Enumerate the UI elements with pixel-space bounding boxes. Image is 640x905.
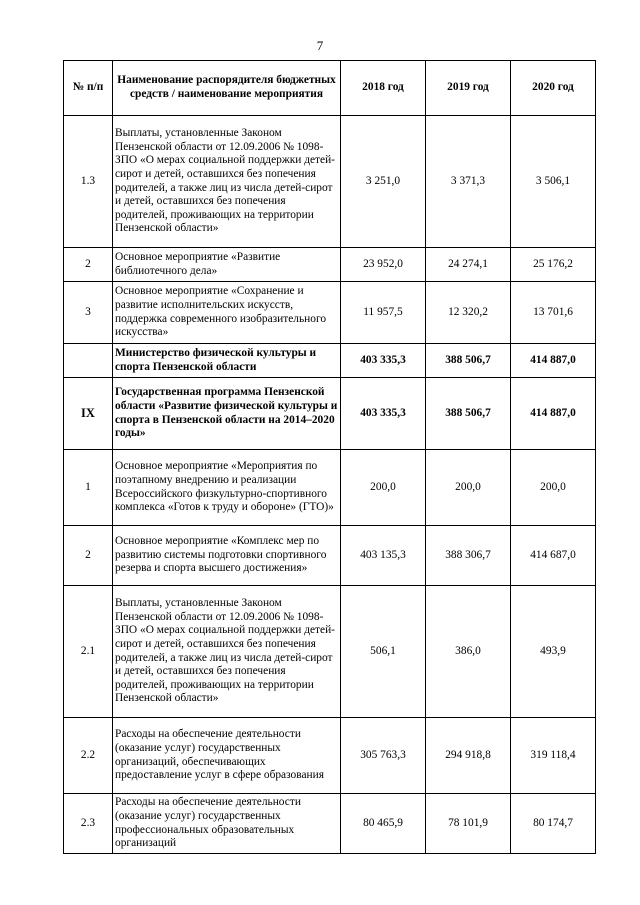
row-2019: 3 371,3 — [426, 116, 511, 248]
row-name: Расходы на обеспечение деятельности (оказание услуг) государственных профессиональных образовательных организаций — [113, 794, 341, 854]
row-num: 1 — [64, 450, 113, 526]
row-2020: 414 687,0 — [511, 526, 596, 586]
row-2020: 493,9 — [511, 586, 596, 718]
row-name: Министерство физической культуры и спорта Пензенской области — [113, 344, 341, 378]
row-name: Выплаты, установленные Законом Пензенской области от 12.09.2006 № 1098-ЗПО «О мерах социальной поддержки детей-сирот и детей, оставшихся без попечения родителей, а также лиц из числа детей-сирот и детей, оставшихся без попечения родителей, проживающих на территории Пензенской области» — [113, 116, 341, 248]
row-name: Основное мероприятие «Комплекс мер по развитию системы подготовки спортивного резерва и спорта высшего достижения» — [113, 526, 341, 586]
table-row — [64, 116, 596, 248]
row-2019: 200,0 — [426, 450, 511, 526]
row-2019: 388 306,7 — [426, 526, 511, 586]
row-name: Основное мероприятие «Мероприятия по поэтапному внедрению и реализации Всероссийского физкультурно-спортивного комплекса «Готов к труду и обороне» (ГТО)» — [113, 450, 341, 526]
row-2018: 403 335,3 — [341, 344, 426, 378]
table-row — [64, 794, 596, 854]
row-num — [64, 344, 113, 378]
header-num: № п/п — [64, 61, 113, 116]
row-2018: 3 251,0 — [341, 116, 426, 248]
row-num: 2 — [64, 248, 113, 282]
table-row — [64, 718, 596, 794]
header-2019: 2019 год — [426, 61, 511, 116]
row-num: 2.2 — [64, 718, 113, 794]
row-2018: 506,1 — [341, 586, 426, 718]
row-2019: 388 506,7 — [426, 378, 511, 450]
row-2020: 80 174,7 — [511, 794, 596, 854]
header-2020: 2020 год — [511, 61, 596, 116]
row-2018: 200,0 — [341, 450, 426, 526]
row-2019: 24 274,1 — [426, 248, 511, 282]
table-row-ministry — [64, 344, 596, 378]
row-2020: 25 176,2 — [511, 248, 596, 282]
table-row — [64, 282, 596, 344]
row-2020: 13 701,6 — [511, 282, 596, 344]
row-2018: 23 952,0 — [341, 248, 426, 282]
budget-table — [63, 60, 596, 854]
row-2019: 12 320,2 — [426, 282, 511, 344]
row-2020: 319 118,4 — [511, 718, 596, 794]
row-2020: 3 506,1 — [511, 116, 596, 248]
table-row-program — [64, 378, 596, 450]
row-2018: 80 465,9 — [341, 794, 426, 854]
header-name: Наименование распорядителя бюджетных средств / наименование мероприятия — [113, 61, 341, 116]
row-num: 3 — [64, 282, 113, 344]
row-name: Государственная программа Пензенской области «Развитие физической культуры и спорта в Пензенской области на 2014–2020 годы» — [113, 378, 341, 450]
header-2018: 2018 год — [341, 61, 426, 116]
row-2018: 403 335,3 — [341, 378, 426, 450]
table-row — [64, 450, 596, 526]
table-row — [64, 586, 596, 718]
row-2018: 403 135,3 — [341, 526, 426, 586]
row-name: Выплаты, установленные Законом Пензенской области от 12.09.2006 № 1098-ЗПО «О мерах социальной поддержки детей-сирот и детей, оставшихся без попечения родителей, а также лиц из числа детей-сирот и детей, оставшихся без попечения родителей, проживающих на территории Пензенской области» — [113, 586, 341, 718]
page-number: 7 — [316, 38, 324, 53]
row-2019: 78 101,9 — [426, 794, 511, 854]
row-num: 2 — [64, 526, 113, 586]
row-num: 2.1 — [64, 586, 113, 718]
row-num: 1.3 — [64, 116, 113, 248]
row-name: Основное мероприятие «Сохранение и развитие исполнительских искусств, поддержка современного изобразительного искусства» — [113, 282, 341, 344]
table-row — [64, 248, 596, 282]
row-name: Основное мероприятие «Развитие библиотечного дела» — [113, 248, 341, 282]
row-2019: 386,0 — [426, 586, 511, 718]
row-name: Расходы на обеспечение деятельности (оказание услуг) государственных организаций, обеспечивающих предоставление услуг в сфере образования — [113, 718, 341, 794]
row-2019: 388 506,7 — [426, 344, 511, 378]
row-2018: 305 763,3 — [341, 718, 426, 794]
row-num: 2.3 — [64, 794, 113, 854]
row-2020: 200,0 — [511, 450, 596, 526]
row-2018: 11 957,5 — [341, 282, 426, 344]
row-2020: 414 887,0 — [511, 378, 596, 450]
table-row — [64, 526, 596, 586]
row-2019: 294 918,8 — [426, 718, 511, 794]
row-2020: 414 887,0 — [511, 344, 596, 378]
table-header-row — [64, 61, 596, 116]
row-num: IX — [64, 378, 113, 450]
